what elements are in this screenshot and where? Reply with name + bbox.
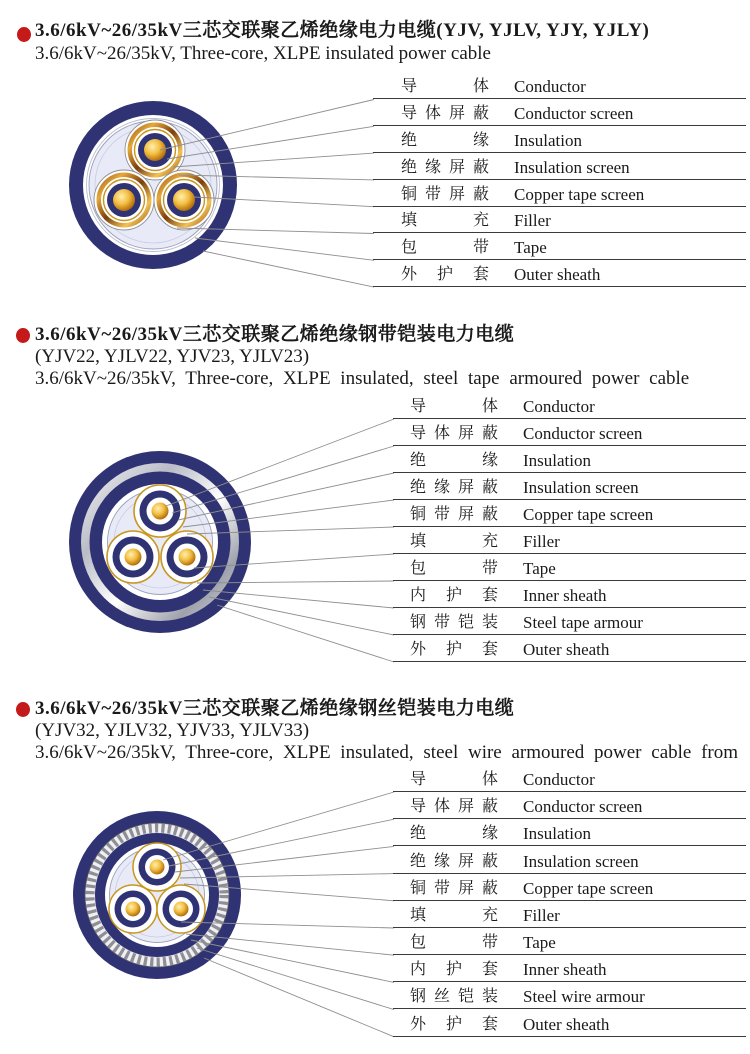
core (133, 843, 181, 891)
label-row (393, 500, 746, 527)
label-en: Steel tape armour (523, 613, 643, 632)
core (109, 885, 157, 933)
label-zh: 绝缘 (401, 132, 489, 150)
conductor-core (144, 139, 166, 161)
label-row (373, 207, 746, 234)
label-zh: 内护套 (410, 961, 498, 979)
label-en: Insulation screen (523, 478, 639, 497)
label-row (393, 955, 746, 982)
label-zh: 外护套 (401, 266, 489, 284)
cable-cross-section-unarmoured (69, 101, 237, 269)
label-en: Copper tape screen (514, 184, 645, 204)
label-en: Insulation screen (514, 157, 630, 177)
section-title-en: 3.6/6kV~26/35kV, Three-core, XLPE insulated power cable (35, 43, 491, 64)
label-table (393, 765, 746, 1037)
label-row (393, 392, 746, 419)
label-en: Insulation (523, 451, 591, 470)
label-row (393, 901, 746, 928)
label-zh: 铜带屏蔽 (410, 879, 498, 897)
label-row (393, 635, 746, 662)
label-en: Filler (514, 211, 551, 231)
label-table (373, 73, 746, 287)
label-row (373, 260, 746, 287)
label-en: Conductor (523, 397, 595, 416)
label-row (393, 554, 746, 581)
core (157, 885, 205, 933)
label-row (373, 233, 746, 260)
label-table (393, 392, 746, 662)
label-zh: 包带 (401, 239, 489, 257)
label-row (373, 99, 746, 126)
label-en: Outer sheath (523, 1014, 610, 1034)
label-zh: 包带 (410, 560, 498, 577)
label-zh: 导体屏蔽 (410, 425, 498, 442)
label-zh: 绝缘屏蔽 (410, 479, 498, 496)
label-en: Conductor screen (523, 424, 643, 443)
section-title-zh: 3.6/6kV~26/35kV三芯交联聚乙烯绝缘钢丝铠装电力电缆 (35, 698, 515, 719)
label-zh: 导体 (410, 398, 498, 415)
label-row (393, 608, 746, 635)
label-zh: 导体屏蔽 (410, 798, 498, 816)
label-row (393, 792, 746, 819)
label-zh: 外护套 (410, 641, 498, 658)
core (154, 170, 214, 230)
cable-cross-section-steel-tape (69, 451, 251, 633)
label-en: Outer sheath (523, 640, 610, 659)
label-row (393, 928, 746, 955)
label-row (393, 446, 746, 473)
label-row (393, 419, 746, 446)
label-row (393, 581, 746, 608)
section-title-codes: (YJV22, YJLV22, YJV23, YJLV23) (35, 346, 310, 367)
label-zh: 填充 (410, 533, 498, 550)
label-en: Tape (514, 238, 547, 258)
label-en: Insulation screen (523, 851, 639, 871)
label-en: Conductor screen (523, 797, 643, 817)
label-row (373, 180, 746, 207)
label-zh: 绝缘屏蔽 (410, 852, 498, 870)
label-zh: 钢带铠装 (410, 614, 498, 631)
label-row (393, 527, 746, 554)
label-row (393, 1009, 746, 1036)
label-zh: 填充 (401, 212, 489, 230)
label-row (373, 153, 746, 180)
label-en: Conductor screen (514, 104, 634, 124)
section-title-zh: 3.6/6kV~26/35kV三芯交联聚乙烯绝缘电力电缆(YJV, YJLV, YJY, YJLY) (35, 20, 650, 41)
label-zh: 导体屏蔽 (401, 105, 489, 123)
label-zh: 铜带屏蔽 (410, 506, 498, 523)
label-row (373, 73, 746, 100)
label-en: Insulation (514, 131, 582, 151)
label-en: Tape (523, 559, 556, 578)
label-zh: 包带 (410, 934, 498, 952)
section-title-en: 3.6/6kV~26/35kV, Three-core, XLPE insulated, steel tape armoured power cable (35, 368, 690, 389)
core (161, 531, 213, 583)
label-en: Insulation (523, 824, 591, 844)
bullet-icon (17, 27, 31, 42)
label-zh: 钢丝铠装 (410, 988, 498, 1006)
label-zh: 导体 (401, 78, 489, 96)
label-en: Conductor (514, 77, 586, 97)
label-row (393, 819, 746, 846)
label-en: Filler (523, 905, 560, 925)
label-en: Conductor (523, 769, 595, 789)
label-en: Inner sheath (523, 586, 607, 605)
label-en: Outer sheath (514, 265, 601, 285)
label-zh: 铜带屏蔽 (401, 185, 489, 203)
label-en: Inner sheath (523, 960, 607, 980)
core (94, 170, 154, 230)
section-title-en: 3.6/6kV~26/35kV, Three-core, XLPE insulated, steel wire armoured power cable from (35, 742, 739, 763)
label-row (393, 473, 746, 500)
label-en: Tape (523, 933, 556, 953)
label-row (393, 765, 746, 792)
label-zh: 绝缘 (410, 452, 498, 469)
label-zh: 绝缘 (410, 825, 498, 843)
bullet-icon (16, 702, 30, 717)
label-zh: 外护套 (410, 1015, 498, 1033)
label-zh: 绝缘屏蔽 (401, 158, 489, 176)
label-row (373, 126, 746, 153)
label-en: Steel wire armour (523, 987, 645, 1007)
section-title-codes: (YJV32, YJLV32, YJV33, YJLV33) (35, 720, 310, 741)
label-en: Filler (523, 532, 560, 551)
label-zh: 导体 (410, 770, 498, 788)
label-en: Copper tape screen (523, 505, 654, 524)
label-row (393, 874, 746, 901)
core (107, 531, 159, 583)
label-row (393, 846, 746, 873)
label-zh: 内护套 (410, 587, 498, 604)
label-row (393, 982, 746, 1009)
label-en: Copper tape screen (523, 878, 654, 898)
label-zh: 填充 (410, 906, 498, 924)
bullet-icon (16, 328, 30, 343)
section-title-zh: 3.6/6kV~26/35kV三芯交联聚乙烯绝缘钢带铠装电力电缆 (35, 324, 515, 345)
